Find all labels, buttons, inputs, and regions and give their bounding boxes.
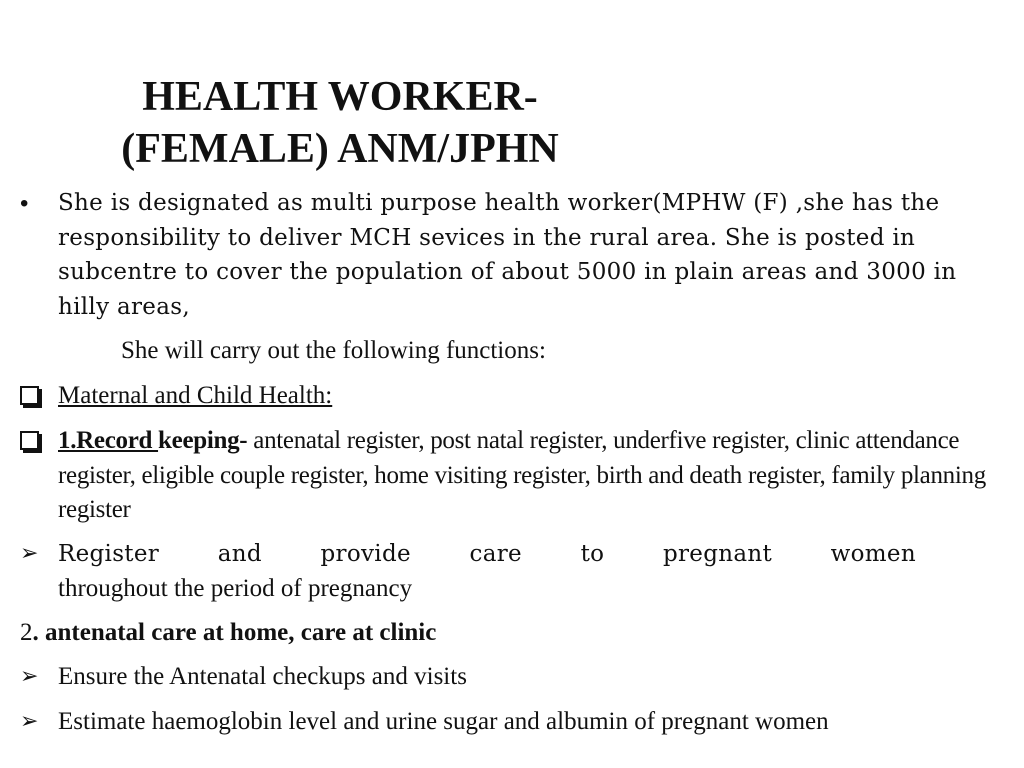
- record-keeping-item: [58, 424, 993, 528]
- checkbox-bullet-icon: [20, 422, 39, 461]
- register-word: Register: [58, 541, 160, 567]
- slide-title: [0, 72, 680, 174]
- register-word: provide: [320, 541, 411, 567]
- register-word: and: [217, 541, 262, 567]
- record-label-tail: keeping-: [158, 427, 248, 454]
- antenatal-text: . antenatal care at home, care at clinic: [32, 619, 437, 646]
- register-line-1: [58, 537, 916, 572]
- checkbox-bullet-icon: [20, 377, 39, 416]
- arrow-bullet-icon: ➢: [20, 709, 39, 734]
- haemoglobin-item: Estimate haemoglobin level and urine sugar and albumin of pregnant women: [58, 708, 829, 735]
- title-line-1: HEALTH WORKER-: [142, 74, 538, 120]
- functions-line: She will carry out the following functions:: [121, 337, 546, 364]
- arrow-bullet-icon: ➢: [20, 664, 39, 689]
- checkups-item: Ensure the Antenatal checkups and visits: [58, 663, 467, 690]
- antenatal-heading: [20, 616, 955, 651]
- bullet-dot-icon: •: [20, 190, 29, 217]
- title-line-2: (FEMALE) ANM/JPHN: [121, 126, 559, 172]
- record-text: antenatal register, post natal register, underfive register, clinic attendance register, eligible couple register, home visiting register, birth and death register, family planning register: [58, 427, 986, 523]
- arrow-bullet-icon: ➢: [20, 541, 39, 566]
- register-word: care: [469, 541, 522, 567]
- intro-paragraph: She is designated as multi purpose health worker(MPHW (F) ,she has the responsibility to deliver MCH sevices in the rural area. She is posted in subcentre to cover the population of about 5000 in plain areas and 3000 in hilly areas,: [58, 190, 957, 320]
- register-word: to: [580, 541, 605, 567]
- register-word: pregnant: [662, 541, 773, 567]
- record-label: 1.Record: [58, 427, 159, 454]
- mch-heading: Maternal and Child Health:: [58, 382, 333, 409]
- register-word: women: [830, 541, 916, 567]
- register-item: [58, 537, 993, 606]
- register-line-2: throughout the period of pregnancy: [58, 574, 413, 602]
- antenatal-number: 2: [20, 619, 33, 646]
